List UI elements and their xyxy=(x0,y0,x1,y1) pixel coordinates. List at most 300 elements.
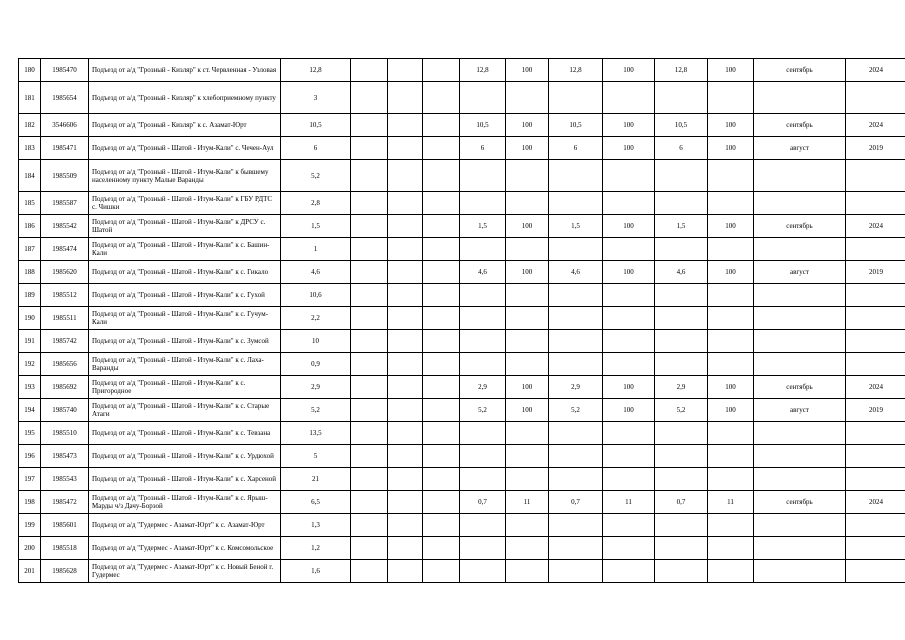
table-row xyxy=(19,330,905,353)
month-cell: сентябрь xyxy=(754,215,846,238)
col-7 xyxy=(423,261,460,284)
col-11 xyxy=(603,514,655,537)
col-7 xyxy=(423,215,460,238)
year-cell xyxy=(846,307,905,330)
col-10 xyxy=(549,422,603,445)
road-length: 12,8 xyxy=(281,59,351,82)
col-8: 1,5 xyxy=(460,215,506,238)
col-6 xyxy=(388,353,423,376)
row-number: 186 xyxy=(19,215,41,238)
col-6 xyxy=(388,114,423,137)
table-row xyxy=(19,468,905,491)
table-row xyxy=(19,422,905,445)
col-9: 100 xyxy=(506,59,549,82)
table-row xyxy=(19,537,905,560)
col-5 xyxy=(351,114,388,137)
col-6 xyxy=(388,330,423,353)
col-13 xyxy=(708,560,754,583)
col-13: 100 xyxy=(708,261,754,284)
year-cell: 2024 xyxy=(846,491,905,514)
col-11 xyxy=(603,468,655,491)
col-10 xyxy=(549,284,603,307)
road-length: 1,6 xyxy=(281,560,351,583)
year-cell: 2024 xyxy=(846,215,905,238)
row-number: 195 xyxy=(19,422,41,445)
row-number: 197 xyxy=(19,468,41,491)
col-6 xyxy=(388,215,423,238)
col-6 xyxy=(388,514,423,537)
month-cell: август xyxy=(754,399,846,422)
table-row xyxy=(19,192,905,215)
col-5 xyxy=(351,215,388,238)
col-12 xyxy=(655,537,708,560)
col-10 xyxy=(549,160,603,192)
col-10: 6 xyxy=(549,137,603,160)
road-name: Подъезд от а/д "Гудермес - Азамат-Юрт" к с. Новый Беной г. Гудермес xyxy=(89,560,281,583)
col-6 xyxy=(388,560,423,583)
col-6 xyxy=(388,261,423,284)
month-cell: август xyxy=(754,261,846,284)
road-name: Подъезд от а/д "Гудермес - Азамат-Юрт" к с. Азамат-Юрт xyxy=(89,514,281,537)
col-10 xyxy=(549,537,603,560)
col-11: 11 xyxy=(603,491,655,514)
col-9 xyxy=(506,160,549,192)
col-11: 100 xyxy=(603,137,655,160)
month-cell xyxy=(754,445,846,468)
col-9: 100 xyxy=(506,215,549,238)
col-11: 100 xyxy=(603,59,655,82)
road-name: Подъезд от а/д "Грозный - Шатой - Итум-Кали" к с. Гучум-Кали xyxy=(89,307,281,330)
col-12 xyxy=(655,560,708,583)
col-7 xyxy=(423,284,460,307)
row-number: 185 xyxy=(19,192,41,215)
month-cell xyxy=(754,560,846,583)
table-row xyxy=(19,59,905,82)
col-5 xyxy=(351,560,388,583)
col-7 xyxy=(423,114,460,137)
row-number: 201 xyxy=(19,560,41,583)
col-12 xyxy=(655,82,708,114)
col-11 xyxy=(603,537,655,560)
col-6 xyxy=(388,284,423,307)
road-length: 5,2 xyxy=(281,399,351,422)
year-cell: 2024 xyxy=(846,114,905,137)
table-row xyxy=(19,376,905,399)
col-5 xyxy=(351,376,388,399)
col-9 xyxy=(506,514,549,537)
year-cell: 2024 xyxy=(846,376,905,399)
col-13: 11 xyxy=(708,491,754,514)
month-cell xyxy=(754,307,846,330)
col-9 xyxy=(506,82,549,114)
month-cell: август xyxy=(754,137,846,160)
road-code: 1985742 xyxy=(41,330,89,353)
road-code: 1985518 xyxy=(41,537,89,560)
col-6 xyxy=(388,137,423,160)
month-cell: сентябрь xyxy=(754,376,846,399)
road-code: 1985512 xyxy=(41,284,89,307)
col-9 xyxy=(506,537,549,560)
col-11 xyxy=(603,238,655,261)
col-9 xyxy=(506,192,549,215)
col-7 xyxy=(423,468,460,491)
road-code: 1985473 xyxy=(41,445,89,468)
table-row xyxy=(19,491,905,514)
year-cell xyxy=(846,284,905,307)
col-6 xyxy=(388,59,423,82)
month-cell xyxy=(754,353,846,376)
col-7 xyxy=(423,160,460,192)
col-10 xyxy=(549,353,603,376)
col-5 xyxy=(351,468,388,491)
row-number: 196 xyxy=(19,445,41,468)
table-row xyxy=(19,82,905,114)
col-8: 0,7 xyxy=(460,491,506,514)
col-10 xyxy=(549,82,603,114)
col-12 xyxy=(655,468,708,491)
road-name: Подъезд от а/д "Грозный - Шатой - Итум-Кали" к с. Старые Атаги xyxy=(89,399,281,422)
month-cell xyxy=(754,192,846,215)
col-6 xyxy=(388,376,423,399)
col-12: 2,9 xyxy=(655,376,708,399)
col-7 xyxy=(423,330,460,353)
road-code: 1985740 xyxy=(41,399,89,422)
col-6 xyxy=(388,445,423,468)
month-cell xyxy=(754,284,846,307)
col-10 xyxy=(549,445,603,468)
road-length: 1 xyxy=(281,238,351,261)
road-length: 13,5 xyxy=(281,422,351,445)
col-6 xyxy=(388,82,423,114)
table-row xyxy=(19,284,905,307)
road-name: Подъезд от а/д "Грозный - Шатой - Итум-Кали" к с. Гухой xyxy=(89,284,281,307)
month-cell: сентябрь xyxy=(754,114,846,137)
col-6 xyxy=(388,491,423,514)
road-code: 1985542 xyxy=(41,215,89,238)
col-8 xyxy=(460,160,506,192)
col-10 xyxy=(549,307,603,330)
col-9 xyxy=(506,353,549,376)
col-12: 4,6 xyxy=(655,261,708,284)
row-number: 191 xyxy=(19,330,41,353)
col-9 xyxy=(506,284,549,307)
col-7 xyxy=(423,399,460,422)
col-5 xyxy=(351,238,388,261)
row-number: 194 xyxy=(19,399,41,422)
col-6 xyxy=(388,160,423,192)
col-5 xyxy=(351,491,388,514)
col-6 xyxy=(388,468,423,491)
col-12 xyxy=(655,353,708,376)
road-name: Подъезд от а/д "Грозный - Шатой - Итум-Кали" к ДРСУ с. Шатой xyxy=(89,215,281,238)
table-row xyxy=(19,560,905,583)
year-cell xyxy=(846,468,905,491)
road-length: 10 xyxy=(281,330,351,353)
col-9: 100 xyxy=(506,399,549,422)
col-7 xyxy=(423,491,460,514)
road-code: 3546606 xyxy=(41,114,89,137)
col-12 xyxy=(655,445,708,468)
road-length: 3 xyxy=(281,82,351,114)
col-5 xyxy=(351,514,388,537)
road-code: 1985470 xyxy=(41,59,89,82)
col-8: 2,9 xyxy=(460,376,506,399)
table-row xyxy=(19,238,905,261)
year-cell xyxy=(846,422,905,445)
col-10: 10,5 xyxy=(549,114,603,137)
col-5 xyxy=(351,261,388,284)
col-13 xyxy=(708,353,754,376)
year-cell xyxy=(846,330,905,353)
col-6 xyxy=(388,537,423,560)
col-7 xyxy=(423,137,460,160)
road-length: 6,5 xyxy=(281,491,351,514)
col-10 xyxy=(549,468,603,491)
col-12: 6 xyxy=(655,137,708,160)
road-length: 0,9 xyxy=(281,353,351,376)
col-12 xyxy=(655,307,708,330)
col-9 xyxy=(506,468,549,491)
road-code: 1985509 xyxy=(41,160,89,192)
col-9: 11 xyxy=(506,491,549,514)
road-name: Подъезд от а/д "Грозный - Шатой - Итум-Кали" к с. Урдюхой xyxy=(89,445,281,468)
col-5 xyxy=(351,82,388,114)
col-12: 10,5 xyxy=(655,114,708,137)
col-5 xyxy=(351,445,388,468)
col-10: 4,6 xyxy=(549,261,603,284)
col-12: 0,7 xyxy=(655,491,708,514)
col-5 xyxy=(351,192,388,215)
col-5 xyxy=(351,330,388,353)
col-7 xyxy=(423,422,460,445)
col-11 xyxy=(603,284,655,307)
col-12 xyxy=(655,192,708,215)
col-10: 0,7 xyxy=(549,491,603,514)
road-length: 2,9 xyxy=(281,376,351,399)
col-6 xyxy=(388,422,423,445)
row-number: 188 xyxy=(19,261,41,284)
table-row xyxy=(19,353,905,376)
col-11 xyxy=(603,192,655,215)
road-name: Подъезд от а/д "Грозный - Шатой - Итум-Кали" к с. Харсеной xyxy=(89,468,281,491)
road-code: 1985471 xyxy=(41,137,89,160)
col-9 xyxy=(506,307,549,330)
road-code: 1985543 xyxy=(41,468,89,491)
col-13 xyxy=(708,330,754,353)
col-9: 100 xyxy=(506,376,549,399)
col-6 xyxy=(388,399,423,422)
year-cell xyxy=(846,82,905,114)
col-7 xyxy=(423,376,460,399)
col-8 xyxy=(460,514,506,537)
col-10: 12,8 xyxy=(549,59,603,82)
col-11: 100 xyxy=(603,215,655,238)
table-row xyxy=(19,399,905,422)
row-number: 183 xyxy=(19,137,41,160)
col-7 xyxy=(423,192,460,215)
road-length: 1,2 xyxy=(281,537,351,560)
row-number: 192 xyxy=(19,353,41,376)
col-13 xyxy=(708,537,754,560)
row-number: 200 xyxy=(19,537,41,560)
month-cell xyxy=(754,238,846,261)
col-9: 100 xyxy=(506,114,549,137)
col-11 xyxy=(603,330,655,353)
road-name: Подъезд от а/д "Грозный - Шатой - Итум-Кали" к с. Башин-Кали xyxy=(89,238,281,261)
row-number: 181 xyxy=(19,82,41,114)
col-13 xyxy=(708,514,754,537)
year-cell xyxy=(846,353,905,376)
col-8: 10,5 xyxy=(460,114,506,137)
col-8 xyxy=(460,307,506,330)
road-length: 10,6 xyxy=(281,284,351,307)
road-code: 1985692 xyxy=(41,376,89,399)
col-7 xyxy=(423,353,460,376)
col-10 xyxy=(549,560,603,583)
col-13: 100 xyxy=(708,376,754,399)
table-row xyxy=(19,215,905,238)
road-name: Подъезд от а/д "Грозный - Шатой - Итум-Кали" к бывшему населенному пункту Малые Варанды xyxy=(89,160,281,192)
road-name: Подъезд от а/д "Грозный - Шатой - Итум-Кали" к с. Пригородное xyxy=(89,376,281,399)
col-13 xyxy=(708,160,754,192)
month-cell xyxy=(754,82,846,114)
col-10 xyxy=(549,192,603,215)
col-5 xyxy=(351,399,388,422)
month-cell: сентябрь xyxy=(754,59,846,82)
col-8 xyxy=(460,238,506,261)
road-length: 1,5 xyxy=(281,215,351,238)
month-cell xyxy=(754,537,846,560)
year-cell: 2024 xyxy=(846,59,905,82)
col-12: 12,8 xyxy=(655,59,708,82)
col-13: 100 xyxy=(708,215,754,238)
table-row xyxy=(19,114,905,137)
road-name: Подъезд от а/д "Грозный - Шатой - Итум-Кали" с. Чечен-Аул xyxy=(89,137,281,160)
col-10: 1,5 xyxy=(549,215,603,238)
col-8 xyxy=(460,468,506,491)
road-code: 1985656 xyxy=(41,353,89,376)
road-code: 1985474 xyxy=(41,238,89,261)
year-cell: 2019 xyxy=(846,261,905,284)
year-cell xyxy=(846,445,905,468)
col-6 xyxy=(388,238,423,261)
road-register-table xyxy=(18,58,905,583)
col-10: 5,2 xyxy=(549,399,603,422)
col-13 xyxy=(708,284,754,307)
road-length: 5 xyxy=(281,445,351,468)
col-9: 100 xyxy=(506,137,549,160)
col-8 xyxy=(460,537,506,560)
road-name: Подъезд от а/д "Грозный - Кизляр" к хлебоприемному пункту xyxy=(89,82,281,114)
year-cell: 2019 xyxy=(846,399,905,422)
col-7 xyxy=(423,82,460,114)
col-13 xyxy=(708,192,754,215)
road-name: Подъезд от а/д "Грозный - Шатой - Итум-Кали" к с. Ярыш-Марды ч/з Дачу-Борзой xyxy=(89,491,281,514)
table-row xyxy=(19,137,905,160)
month-cell xyxy=(754,468,846,491)
col-6 xyxy=(388,192,423,215)
col-12: 1,5 xyxy=(655,215,708,238)
row-number: 187 xyxy=(19,238,41,261)
col-5 xyxy=(351,307,388,330)
table-body xyxy=(19,59,905,583)
col-13: 100 xyxy=(708,137,754,160)
year-cell xyxy=(846,514,905,537)
col-11 xyxy=(603,560,655,583)
col-12 xyxy=(655,330,708,353)
col-8 xyxy=(460,330,506,353)
road-length: 10,5 xyxy=(281,114,351,137)
road-length: 2,8 xyxy=(281,192,351,215)
col-8 xyxy=(460,284,506,307)
col-7 xyxy=(423,514,460,537)
col-5 xyxy=(351,59,388,82)
road-length: 5,2 xyxy=(281,160,351,192)
col-7 xyxy=(423,307,460,330)
col-8 xyxy=(460,192,506,215)
col-8: 4,6 xyxy=(460,261,506,284)
year-cell xyxy=(846,160,905,192)
year-cell xyxy=(846,192,905,215)
col-7 xyxy=(423,445,460,468)
col-8 xyxy=(460,82,506,114)
road-code: 1985654 xyxy=(41,82,89,114)
col-11 xyxy=(603,422,655,445)
road-code: 1985620 xyxy=(41,261,89,284)
col-10 xyxy=(549,514,603,537)
col-9 xyxy=(506,422,549,445)
col-12 xyxy=(655,238,708,261)
road-name: Подъезд от а/д "Грозный - Шатой - Итум-Кали" к ГБУ РДТС с. Чишки xyxy=(89,192,281,215)
row-number: 199 xyxy=(19,514,41,537)
col-12 xyxy=(655,422,708,445)
col-8: 6 xyxy=(460,137,506,160)
road-name: Подъезд от а/д "Грозный - Шатой - Итум-Кали" к с. Лаха-Варанды xyxy=(89,353,281,376)
col-5 xyxy=(351,422,388,445)
col-13 xyxy=(708,422,754,445)
col-12 xyxy=(655,160,708,192)
col-9: 100 xyxy=(506,261,549,284)
row-number: 182 xyxy=(19,114,41,137)
year-cell xyxy=(846,537,905,560)
col-12 xyxy=(655,514,708,537)
table-row xyxy=(19,307,905,330)
col-9 xyxy=(506,330,549,353)
road-length: 21 xyxy=(281,468,351,491)
col-8 xyxy=(460,422,506,445)
col-11: 100 xyxy=(603,114,655,137)
col-5 xyxy=(351,537,388,560)
col-12 xyxy=(655,284,708,307)
road-name: Подъезд от а/д "Грозный - Кизляр" к ст. Червленная - Узловая xyxy=(89,59,281,82)
road-name: Подъезд от а/д "Гудермес - Азамат-Юрт" к с. Комсомольское xyxy=(89,537,281,560)
col-11 xyxy=(603,445,655,468)
col-7 xyxy=(423,560,460,583)
road-length: 6 xyxy=(281,137,351,160)
month-cell xyxy=(754,160,846,192)
road-code: 1985587 xyxy=(41,192,89,215)
col-11 xyxy=(603,82,655,114)
col-9 xyxy=(506,445,549,468)
col-11: 100 xyxy=(603,399,655,422)
road-length: 1,3 xyxy=(281,514,351,537)
year-cell xyxy=(846,238,905,261)
road-name: Подъезд от а/д "Грозный - Шатой - Итум-Кали" к с. Зумсой xyxy=(89,330,281,353)
col-12: 5,2 xyxy=(655,399,708,422)
month-cell xyxy=(754,514,846,537)
col-5 xyxy=(351,284,388,307)
col-5 xyxy=(351,160,388,192)
